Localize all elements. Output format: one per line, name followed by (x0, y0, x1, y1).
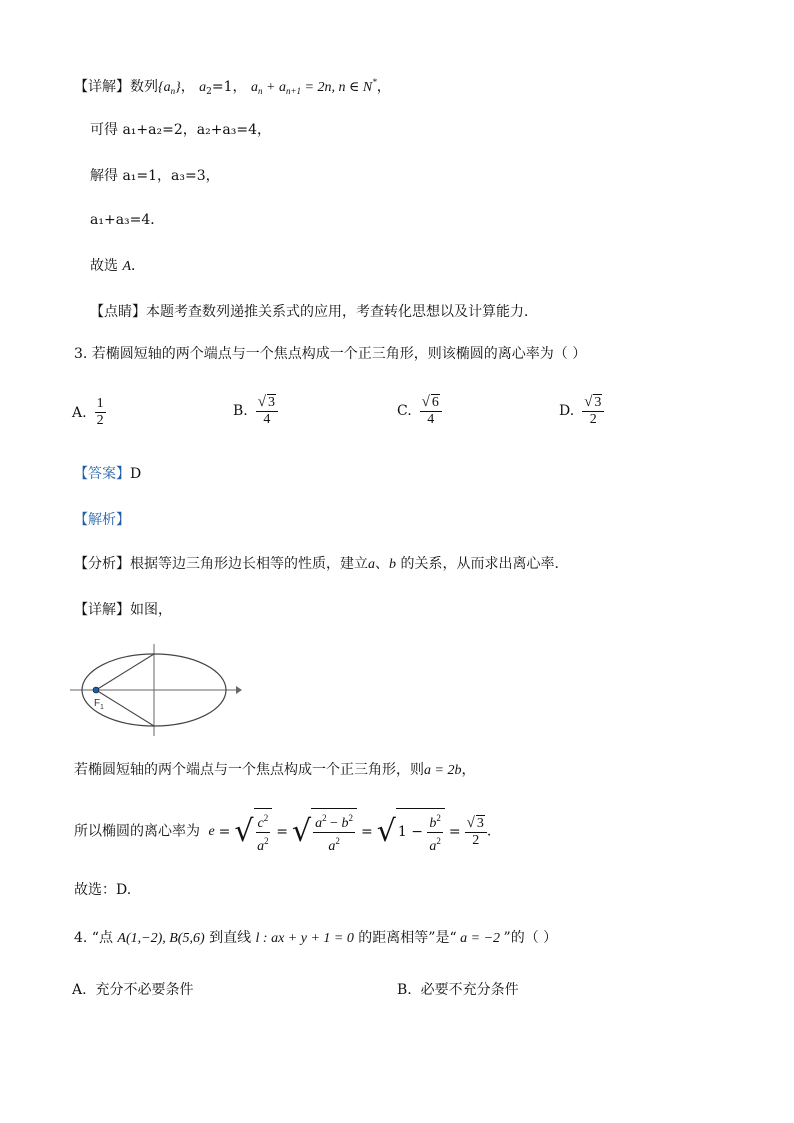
q3-choose: 故选：D. (74, 882, 132, 898)
q3-fenxi: 【分析】根据等边三角形边长相等的性质，建立a、b 的关系，从而求出离心率. (74, 556, 559, 572)
q3-option-c (397, 394, 442, 428)
q4-stem: 4. “点 A(1,−2), B(5,6) 到直线 l : ax + y + 1 = 0 的距离相等”是“ a = −2 ”的（ ） (74, 930, 558, 946)
q4-line: l : ax + y + 1 = 0 (255, 931, 354, 946)
a2-term: a (199, 80, 207, 95)
option-fraction: $\frac{1}{2}$ (96, 396, 104, 428)
option-text: 必要不充分条件 (420, 982, 519, 998)
detail-label: 【详解】 (74, 79, 130, 95)
triangle-side-top (96, 654, 154, 690)
q2-detail-line5: 故选 A． (90, 258, 146, 274)
option-label: B. (233, 403, 248, 419)
option-label: D. (559, 403, 575, 419)
option-fraction: $\frac{√ 3}{4}$ (256, 394, 278, 428)
q3-condition: 若椭圆短轴的两个端点与一个焦点构成一个正三角形，则a = 2b， (74, 762, 476, 778)
focus-label: F (94, 698, 101, 709)
q2-detail-line3: 解得 a₁=1，a₃=3， (90, 168, 220, 184)
option-fraction: $\frac{√ 6}{4}$ (420, 394, 442, 428)
q3-stem: 3. 若椭圆短轴的两个端点与一个焦点构成一个正三角形，则该椭圆的离心率为（ ） (74, 346, 587, 362)
comment-label: 【点睛】 (90, 304, 146, 320)
detail-label: 【详解】 (74, 602, 130, 618)
fenxi-label: 【分析】 (74, 556, 130, 572)
q2-detail-line2: 可得 a₁+a₂=2，a₂+a₃=4， (90, 122, 272, 138)
q3-option-b (233, 394, 278, 428)
q3-answer (74, 464, 141, 484)
a2-sub: 2 (206, 87, 212, 97)
condition-equation: a = 2b (424, 763, 462, 778)
q3-detail: 【详解】如图， (74, 602, 172, 618)
focus-point (93, 687, 99, 693)
ellipse-figure (68, 640, 244, 740)
q3-analysis-label: 【解析】 (74, 512, 130, 528)
seq-symbol: $\{a_n\}$ (158, 80, 181, 96)
option-label: A. (72, 404, 87, 421)
rec-tail: ， (376, 79, 391, 95)
option-text: 充分不必要条件 (95, 982, 194, 998)
option-label: B. (397, 982, 412, 998)
option-label: A. (72, 982, 87, 998)
q4-option-a (72, 980, 193, 1000)
comment-text: 本题考查数列递推关系式的应用，考查转化思想以及计算能力． (146, 304, 538, 320)
x-axis-arrow (236, 686, 242, 694)
q4-condition: a = −2 (456, 931, 504, 946)
q2-detail-line1: 【详解】数列$\{a_n\}$， $a_2=1$， $a_n + a_{n+1} = 2n$, n ∈ N*， (74, 77, 391, 97)
answer-value: D (130, 466, 142, 482)
q2-detail-line4: a₁+a₃=4． (90, 212, 165, 228)
q3-option-a (72, 396, 106, 429)
recurrence: $a_n + a_{n+1} = 2n$, n ∈ N* (251, 77, 377, 96)
focus-label-sub: 1 (100, 704, 104, 711)
a2-value: =1， (211, 79, 247, 95)
answer-label: 【答案】 (74, 466, 130, 482)
detail-intro: 数列 (130, 79, 158, 95)
option-fraction: $\frac{√ 3}{2}$ (582, 394, 604, 428)
q4-option-b (397, 980, 519, 1000)
q2-comment (90, 302, 538, 322)
option-label: C. (397, 403, 412, 419)
q3-option-d (559, 394, 604, 428)
q4-points: A(1,−2), B(5,6) (117, 931, 205, 946)
q3-eccentricity: 所以椭圆的离心率为 e = √ $\frac{c^2}{a^2}$ = √ $\frac{a^2 - b^2}{a^2}$ = √ 1 − $\frac{b^2}{a^2}$ = $\frac{√ 3}{2}$ . (74, 808, 491, 856)
triangle-side-bottom (96, 690, 154, 726)
eccentricity-equation: e = √ $\frac{c^2}{a^2}$ = √ $\frac{a^2 - b^2}{a^2}$ = √ 1 − $\frac{b^2}{a^2}$ = $\frac{√ 3}{2}$ (204, 808, 486, 855)
